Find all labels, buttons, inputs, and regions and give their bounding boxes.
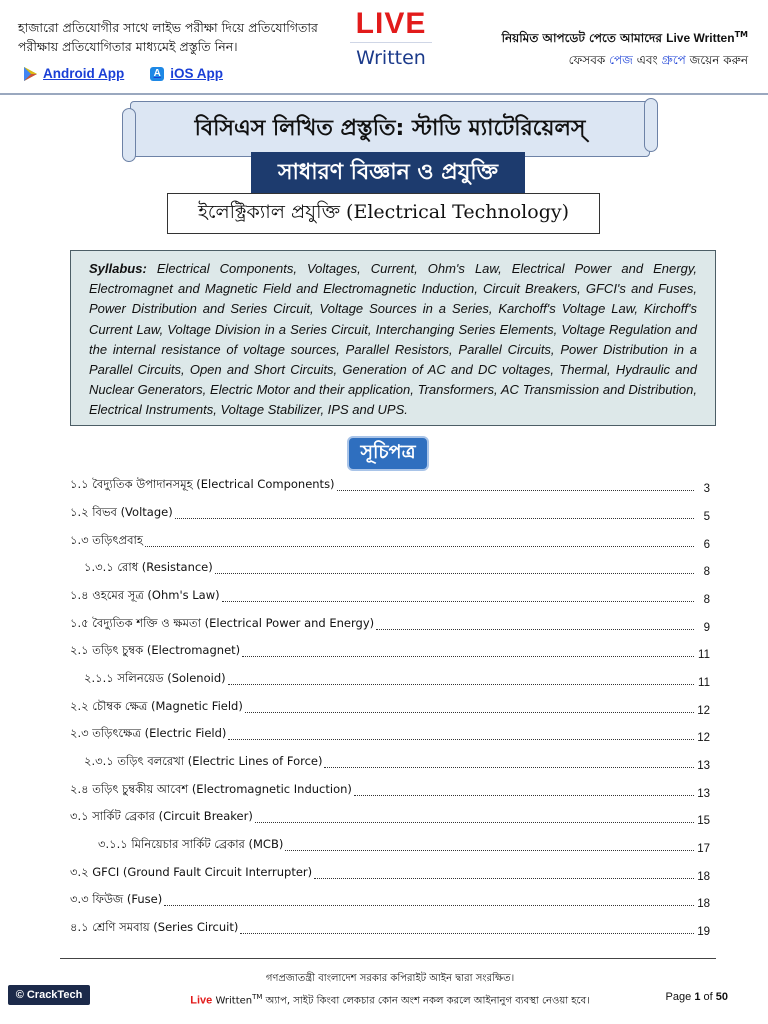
syllabus-box [70,250,716,426]
footer-brand-live: Live [190,994,213,1007]
toc-entry-title: ১.৩.১ রোধ (Resistance) [84,560,213,574]
toc-entry-page: 8 [703,594,710,606]
toc-entry-title: ১.৫ বৈদ্যুতিক শক্তি ও ক্ষমতা (Electrical Power and Energy) [70,616,375,630]
page-number [666,991,728,1003]
toc-entry-page: 17 [697,843,710,855]
logo-live-text: LIVE [355,7,427,40]
toc-leader-dots [337,490,694,491]
header-divider [0,93,768,95]
toc-entry-title: ২.১ তড়িৎ চুম্বক (Electromagnet) [70,643,241,657]
logo-written-text: Written [350,42,432,71]
toc-entry-page: 6 [703,539,710,551]
social-note-facebook: ফেসবক [568,53,606,67]
cracktech-badge: © CrackTech [8,985,90,1005]
toc-leader-dots [285,850,694,851]
toc-leader-dots [145,546,694,547]
toc-entry[interactable] [70,558,710,578]
toc-entry-page: 13 [697,788,710,800]
toc-leader-dots [240,933,694,934]
page-prefix: Page [665,991,692,1003]
toc-entry[interactable] [70,863,710,883]
toc-entry-page: 15 [697,815,710,827]
toc-entry[interactable] [70,697,710,717]
toc-entry-title: ৪.১ শ্রেণি সমবায় (Series Circuit) [70,920,239,934]
toc-entry-page: 3 [703,483,710,495]
page-total: 50 [715,991,728,1003]
toc-entry-page: 13 [697,760,710,772]
toc-entry[interactable] [70,918,710,938]
toc-entry-title: ৩.১.১ মিনিয়েচার সার্কিট ব্রেকার (MCB) [98,837,284,851]
toc-leader-dots [222,601,694,602]
toc-entry-title: ২.৩ তড়িৎক্ষেত্র (Electric Field) [70,726,227,740]
footer-brand-tm: TM [252,993,263,1001]
social-note-join: জয়েন করুন [689,53,748,67]
toc-entry-title: ২.৪ তড়িৎ চুম্বকীয় আবেশ (Electromagnetic Induction) [70,782,352,796]
footer-notice [150,970,630,1010]
social-note-brand: Live Written [666,31,735,45]
toc-leader-dots [242,656,694,657]
toc-entry-page: 5 [703,511,710,523]
toc-leader-dots [164,905,694,906]
app-links [24,66,223,81]
toc-leader-dots [228,684,694,685]
social-note-and: এবং [636,53,658,67]
toc-heading-badge [347,436,429,471]
page-title: বিসিএস লিখিত প্রস্তুতি: স্টাডি ম্যাটেরিয়েলস্ [194,115,586,141]
toc-leader-dots [175,518,694,519]
toc-entry[interactable] [70,503,710,523]
toc-entry-page: 9 [703,622,710,634]
page-of: of [703,991,713,1003]
toc-entry[interactable] [70,475,710,495]
footer-brand-written: Written [215,995,253,1007]
toc-entry[interactable] [70,531,710,551]
toc-entry-title: ২.১.১ সলিনয়েড (Solenoid) [84,671,226,685]
footer-divider [60,958,716,959]
toc-entry-page: 18 [697,871,710,883]
facebook-page-link[interactable]: পেজ [609,53,633,67]
toc-entry[interactable] [70,669,710,689]
ios-app-label: iOS App [170,66,223,81]
toc-entry-page: 18 [697,898,710,910]
social-note-tm: TM [734,30,748,39]
subject-banner [251,152,525,194]
page-current: 1 [694,991,701,1003]
toc-heading: সূচিপত্র [360,440,416,463]
toc-entry[interactable] [70,835,710,855]
toc-leader-dots [228,739,694,740]
google-play-icon [24,67,37,81]
toc-entry[interactable] [70,890,710,910]
toc-entry-page: 19 [697,926,710,938]
toc-leader-dots [255,822,694,823]
topic-banner [167,193,600,234]
toc-entry-title: ১.২ বিভব (Voltage) [70,505,173,519]
toc-leader-dots [324,767,694,768]
toc-leader-dots [314,878,694,879]
toc-entry-title: ১.১ বৈদ্যুতিক উপাদানসমূহ (Electrical Components) [70,477,335,491]
footer-warning: অ্যাপ, সাইট কিংবা লেকচার কোন অংশ নকল করলে আইনানুগ ব্যবস্থা নেওয়া হবে। [265,995,590,1007]
toc-entry[interactable] [70,614,710,634]
toc-entry-title: ১.৩ তড়িৎপ্রবাহ [70,533,143,547]
live-written-logo [350,8,432,74]
header-social-note [448,24,748,71]
toc-entry[interactable] [70,586,710,606]
social-note-text: নিয়মিত আপডেট পেতে আমাদের [501,31,662,45]
toc-entry-page: 11 [698,649,710,661]
facebook-group-link[interactable]: গ্রুপে [661,53,686,67]
toc-leader-dots [245,712,694,713]
toc-entry[interactable] [70,724,710,744]
toc-entry-title: ২.৩.১ তড়িৎ বলরেখা (Electric Lines of Force) [84,754,323,768]
toc-entry-title: ৩.২ GFCI (Ground Fault Circuit Interrupter) [70,865,313,879]
header-tagline: হাজারো প্রতিযোগীর সাথে লাইভ পরীক্ষা দিয়ে প্রতিযোগিতার পরীক্ষায় প্রতিযোগিতার মাধ্যমেই প্রস্তুতি নিন। [18,20,318,54]
syllabus-label: Syllabus: [89,261,147,276]
topic-title: ইলেক্ট্রিক্যাল প্রযুক্তি (Electrical Technology) [197,200,570,223]
ios-app-link[interactable] [150,66,223,81]
toc-entry[interactable] [70,807,710,827]
toc-entry[interactable] [70,641,710,661]
toc-entry-page: 12 [697,705,710,717]
syllabus-text: Electrical Components, Voltages, Current, Ohm's Law, Electrical Power and Energy, Electromagnet and Magnetic Field and Electromagnetic Induction, Circuit Breakers, GFCI's and Fuses, Power Distribution and Series Circuit, Voltage Sources in a Series, Karchoff's Voltage Law, Kirchoff's Current Law, Voltage Division in a Series Circuit, Interchanging Series Elements, Voltage Regulation and the internal resistance of voltage sources, Parallel Resistors, Parallel Circuits, Power Distribution in a Parallel Circuits, Open and Short Circuits, Generation of AC and DC voltages, Thermal, Hydraulic and Nuclear Generators, Electric Motor and their application, Transformers, AC Transmission and Distribution, Electrical Instruments, Voltage Stabilizer, IPS and UPS. [89,261,697,418]
toc-entry[interactable] [70,752,710,772]
toc-entry-title: ২.২ চৌম্বক ক্ষেত্র (Magnetic Field) [70,699,243,713]
toc-leader-dots [215,573,694,574]
toc-entry-title: ১.৪ ওহমের সূত্র (Ohm's Law) [70,588,220,602]
android-app-label: Android App [43,66,125,81]
toc-entry[interactable] [70,780,710,800]
footer-copyright: গণপ্রজাতন্ত্রী বাংলাদেশ সরকার কপিরাইট আইন দ্বারা সংরক্ষিত। [265,973,515,984]
toc-entry-page: 12 [697,732,710,744]
toc-entry-title: ৩.৩ ফিউজ (Fuse) [70,892,163,906]
subject-title: সাধারণ বিজ্ঞান ও প্রযুক্তি [277,159,499,185]
toc-entry-title: ৩.১ সার্কিট ব্রেকার (Circuit Breaker) [70,809,253,823]
toc-leader-dots [354,795,694,796]
android-app-link[interactable] [24,66,124,81]
app-store-icon: A [150,67,164,81]
toc-entry-page: 8 [703,566,710,578]
title-scroll-banner [130,101,650,157]
toc-leader-dots [376,629,694,630]
toc-entry-page: 11 [698,677,710,689]
